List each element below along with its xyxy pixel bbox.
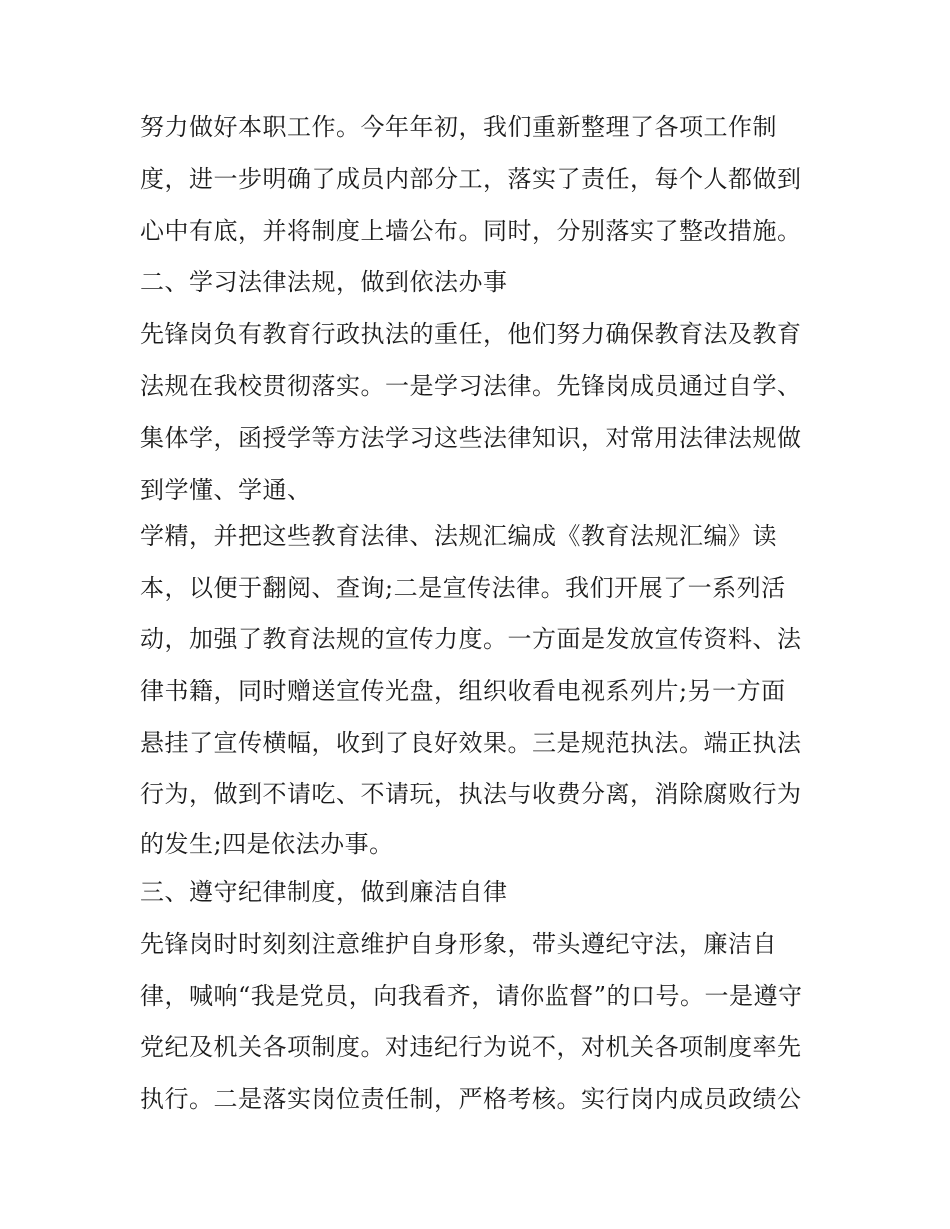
paragraph-line: 学精，并把这些教育法律、法规汇编成《教育法规汇编》读 bbox=[140, 522, 777, 550]
paragraph-line: 行为，做到不请吃、不请玩，执法与收费分离，消除腐败行为 bbox=[140, 780, 802, 808]
paragraph-line: 度，进一步明确了成员内部分工，落实了责任，每个人都做到 bbox=[140, 165, 802, 193]
paragraph-line: 律书籍，同时赠送宣传光盘，组织收看电视系列片;另一方面 bbox=[140, 677, 786, 705]
section-heading: 三、遵守纪律制度，做到廉洁自律 bbox=[140, 878, 508, 906]
paragraph-line: 动，加强了教育法规的宣传力度。一方面是发放宣传资料、法 bbox=[140, 625, 802, 653]
section-heading: 二、学习法律法规，做到依法办事 bbox=[140, 268, 508, 296]
paragraph-line: 的发生;四是依法办事。 bbox=[140, 830, 394, 858]
paragraph-line: 本，以便于翻阅、查询;二是宣传法律。我们开展了一系列活 bbox=[140, 574, 786, 602]
paragraph-line: 心中有底，并将制度上墙公布。同时，分别落实了整改措施。 bbox=[140, 217, 802, 245]
paragraph-line: 先锋岗负有教育行政执法的重任，他们努力确保教育法及教育 bbox=[140, 320, 802, 348]
paragraph-line: 悬挂了宣传横幅，收到了良好效果。三是规范执法。端正执法 bbox=[140, 729, 802, 757]
paragraph-line: 党纪及机关各项制度。对违纪行为说不，对机关各项制度率先 bbox=[140, 1033, 802, 1061]
paragraph-line: 先锋岗时时刻刻注意维护自身形象，带头遵纪守法，廉洁自 bbox=[140, 930, 777, 958]
paragraph-line: 律，喊响“我是党员，向我看齐，请你监督”的口号。一是遵守 bbox=[140, 982, 803, 1010]
paragraph-line: 执行。二是落实岗位责任制，严格考核。实行岗内成员政绩公 bbox=[140, 1085, 802, 1113]
paragraph-line: 集体学，函授学等方法学习这些法律知识，对常用法律法规做 bbox=[140, 424, 802, 452]
paragraph-line: 到学懂、学通、 bbox=[140, 476, 312, 504]
paragraph-line: 努力做好本职工作。今年年初，我们重新整理了各项工作制 bbox=[140, 113, 777, 141]
paragraph-line: 法规在我校贯彻落实。一是学习法律。先锋岗成员通过自学、 bbox=[140, 372, 802, 400]
